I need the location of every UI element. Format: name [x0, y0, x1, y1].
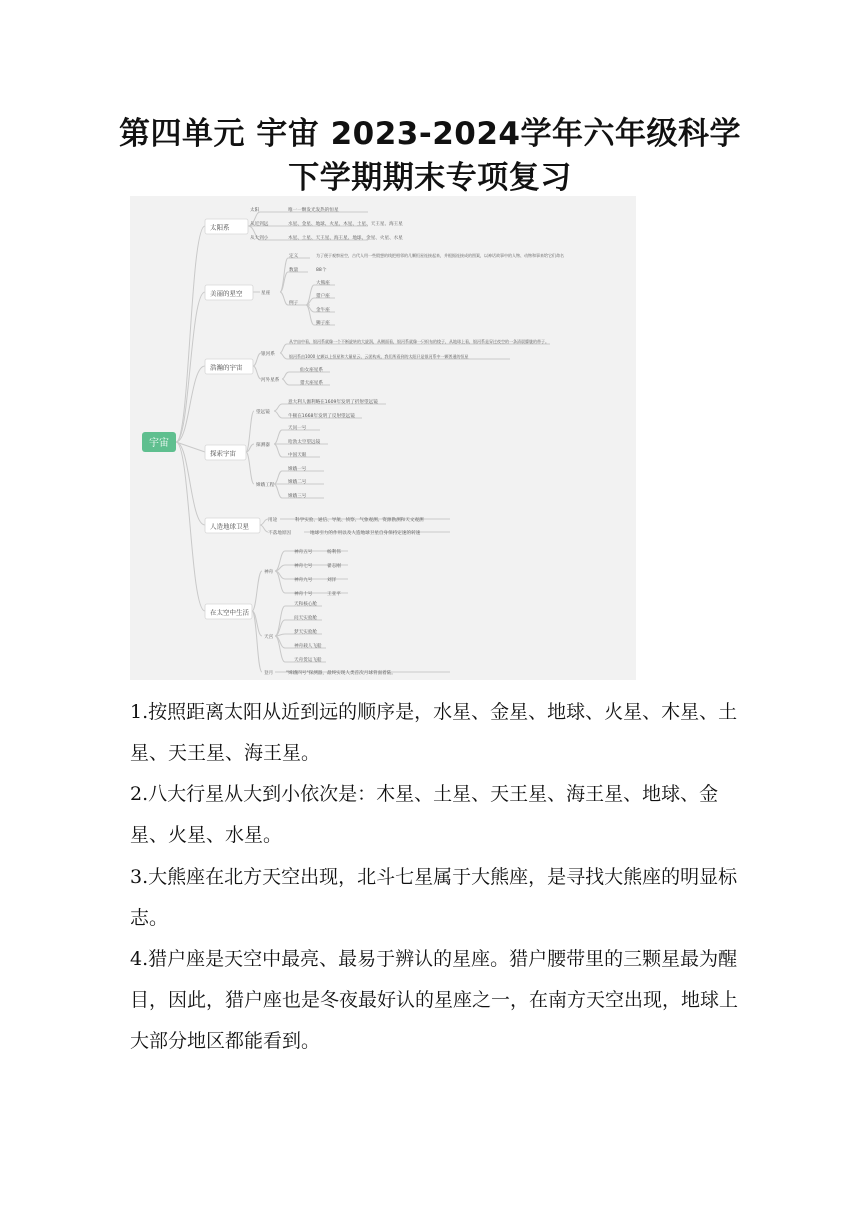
- leaf: 神舟九号: [294, 578, 313, 583]
- leaf: 银河系由1000 亿颗以上恒星和大量星云、云团构成，我们所看到的太阳只是银河系中一颗普通的恒星: [289, 354, 469, 359]
- leaf: 太阳: [250, 208, 260, 213]
- leaf: 数量: [289, 268, 299, 273]
- page-title-line-2: 下学期期末专项复习: [288, 160, 572, 196]
- mind-map-canvas: [130, 196, 636, 680]
- leaf: 梦天实验舱: [294, 630, 317, 635]
- leaf: 神舟载人飞船: [294, 644, 322, 649]
- branch-explore-universe: 探索宇宙: [210, 449, 236, 458]
- leaf: 嫦娥三号: [288, 494, 307, 499]
- leaf: "嫦娥四号"探测器，最终实现人类首次月球背面着陆。: [286, 671, 396, 676]
- leaf: 水星、金星、地球、火星、木星、土星、天王星、海王星: [288, 222, 403, 227]
- leaf: 天和核心舱: [294, 602, 317, 607]
- leaf: 大熊座: [316, 281, 330, 286]
- leaf: 嫦娥一号: [288, 467, 307, 472]
- leaf: 哈勃太空望远镜: [288, 440, 321, 445]
- leaf: 神舟: [264, 570, 274, 575]
- leaf: 例子: [289, 301, 299, 306]
- branch-labels: [210, 223, 250, 617]
- leaf: 从宇宙中看，银河系就像一个不断旋转的大旋涡，从侧面看，银河系就像一只织布的梭子，从地球上看，银河系是穿过夜空的一条清晨朦胧的带子。: [289, 339, 549, 344]
- leaf: 天舟货运飞船: [294, 658, 322, 663]
- leaf: 仙女座星系: [300, 368, 323, 373]
- leaf: 从大到小: [250, 236, 269, 241]
- leaf: 中国天眼: [288, 453, 307, 458]
- branch-life-in-space: 在太空中生活: [210, 608, 249, 617]
- leaf: 木星、土星、天王星、海王星、地球、金星、火星、水星: [288, 236, 403, 241]
- paragraph-1: 1.按照距离太阳从近到远的顺序是，水星、金星、地球、火星、木星、土星、天王星、海王星。: [130, 701, 738, 764]
- leaf: 神舟七号: [294, 564, 313, 569]
- branch-starry-sky: 美丽的星空: [210, 289, 243, 298]
- leaf: 神舟十号: [294, 592, 313, 597]
- paragraph-2: 2.八大行星从大到小依次是：木星、土星、天王星、海王星、地球、金星、火星、水星。: [130, 783, 719, 846]
- leaf: 狮子座: [316, 321, 330, 326]
- connector-lines: [176, 212, 550, 672]
- leaf: 嫦娥二号: [288, 480, 307, 485]
- leaf: 不落地原因: [268, 531, 291, 536]
- root-label: 宇宙: [149, 438, 169, 449]
- leaf: 嫦娥工程: [256, 483, 275, 488]
- leaf: 金牛座: [316, 308, 330, 313]
- mind-map: [130, 196, 636, 680]
- leaf: 天问一号: [288, 426, 307, 431]
- leaf: 探测器: [256, 443, 270, 448]
- leaf: 刘洋: [327, 578, 337, 583]
- leaf: 星座: [261, 291, 271, 296]
- page-title-line-1: 第四单元 宇宙 2023-2024学年六年级科学: [118, 116, 741, 152]
- leaf: 为了便于观察星空，古代人用一些假想的线把相邻的几颗恒星连接起来，并根据连接成的图案，以神话故事中的人物、动物和事来给它们命名: [316, 253, 564, 258]
- leaf: 88个: [316, 268, 327, 273]
- leaf: 王亚平: [327, 592, 341, 597]
- leaf: 猎犬座星系: [300, 381, 323, 386]
- branch-satellites: 人造地球卫星: [210, 522, 249, 531]
- leaf: 用途: [268, 518, 278, 523]
- leaf: 望远镜: [256, 410, 270, 415]
- leaf: 牛顿在1668年发明了反射望远镜: [288, 414, 355, 419]
- paragraph-3: 3.大熊座在北方天空出现，北斗七星属于大熊座，是寻找大熊座的明显标志。: [130, 866, 738, 929]
- leaf: 天宫: [264, 635, 274, 640]
- branch-solar-system: 太阳系: [210, 223, 230, 232]
- leaf: 神舟五号: [294, 550, 313, 555]
- leaf: 意大利人伽利略在1609年发明了折射望远镜: [288, 400, 378, 405]
- leaf: 从近到远: [250, 222, 269, 227]
- leaf: 银河系: [261, 352, 275, 357]
- leaf: 唯一一颗发光发热的恒星: [288, 208, 339, 213]
- leaf: 杨利伟: [327, 550, 341, 555]
- leaf: 问天实验舱: [294, 616, 317, 621]
- leaf: 翟志刚: [327, 564, 341, 569]
- leaf: 定义: [289, 254, 299, 259]
- branch-vast-universe: 浩瀚的宇宙: [210, 363, 243, 372]
- leaf: 地球引力的作用以及人造地球卫星自身保持定速的转速: [310, 531, 421, 536]
- leaf-labels: [250, 206, 564, 676]
- leaf: 猎户座: [316, 294, 330, 299]
- paragraph-4: 4.猎户座是天空中最亮、最易于辨认的星座。猎户腰带里的三颗星最为醒目，因此，猎户座也是冬夜最好认的星座之一，在南方天空出现，地球上大部分地区都能看到。: [130, 948, 739, 1052]
- leaf: 科学实验、通信、导航、侦察、气象观测、资源勘测和天文观测: [295, 518, 424, 523]
- leaf: 登月: [264, 671, 274, 676]
- leaf: 河外星系: [261, 378, 280, 383]
